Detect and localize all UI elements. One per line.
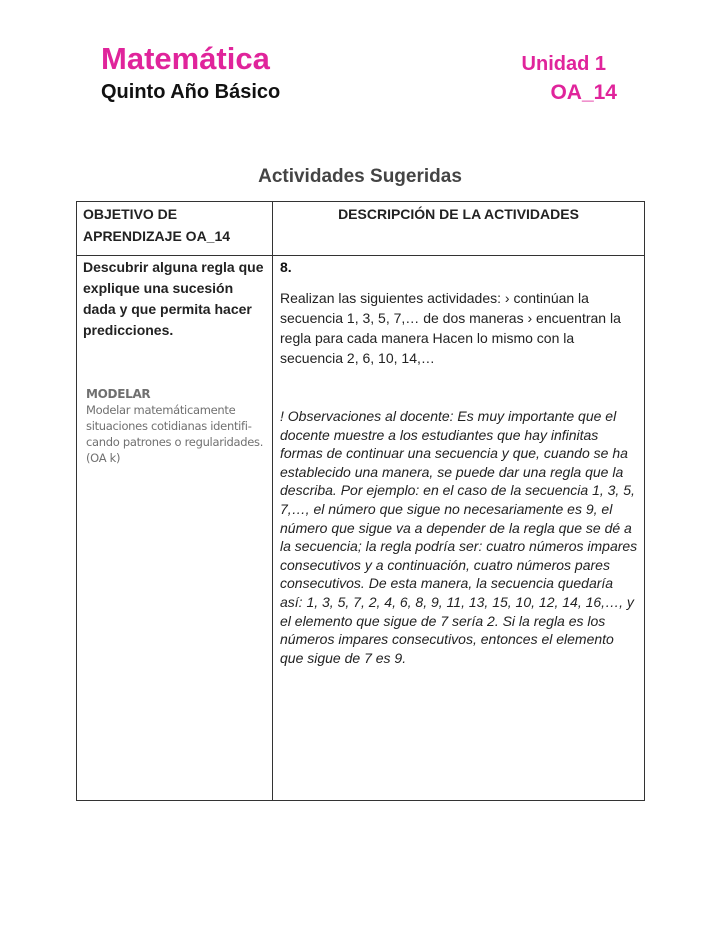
activity-description: Realizan las siguientes actividades: › continúan la secuencia 1, 3, 5, 7,… de dos maneras › encuentran la regla para cada manera Hacen lo mismo con la secuencia 2, 6, 10, 14,… (280, 290, 621, 366)
skill-line: Modelar matemáticamente (86, 403, 236, 417)
grade-level: Quinto Año Básico (101, 81, 281, 103)
objective-column-header: OBJETIVO DE APRENDIZAJE OA_14 (77, 202, 273, 256)
skill-title: MODELAR (86, 387, 151, 401)
skill-modelar (86, 386, 272, 466)
table-row (77, 256, 645, 801)
section-title: Actividades Sugeridas (258, 166, 462, 187)
skill-line: cando patrones o regularidades. (86, 435, 264, 449)
skill-line: situaciones cotidianas identifi- (86, 419, 252, 433)
unit-label: Unidad 1 (521, 53, 606, 75)
oa-code: OA_14 (550, 81, 617, 104)
table-header-row (77, 202, 645, 256)
teacher-note: ! Observaciones al docente: Es muy importante que el docente muestre a los estudiantes que hay infinitas formas de continuar una secuencia y que, cuando se ha establecido una manera, se puede dar una regla que la describa. Por ejemplo: en el caso de la secuencia 1, 3, 5, 7,…, el número que sigue no necesariamente es 9, el número que sigue va a depender de la regla que se dé a la secuencia; la regla podría ser: cuatro números impares consecutivos y a continuación, cuatro números pares consecutivos. De esta manera, la secuencia quedaría así: 1, 3, 5, 7, 2, 4, 6, 8, 9, 11, 13, 15, 10, 12, 14, 16,…, y el elemento que sigue de 7 sería 2. Si la regla es los números impares consecutivos, entonces el elemento que sigue de 7 es 9. (280, 408, 638, 666)
learning-objective: Descubrir alguna regla que explique una sucesión dada y que permita hacer predicciones. (83, 259, 264, 338)
skill-line: (OA k) (86, 451, 121, 465)
objective-cell (77, 256, 273, 801)
description-cell (273, 256, 645, 801)
description-column-header: DESCRIPCIÓN DE LA ACTIVIDADES (273, 202, 645, 256)
subject-title: Matemática (101, 41, 270, 76)
activities-table (76, 201, 645, 801)
activity-number: 8. (280, 259, 292, 275)
